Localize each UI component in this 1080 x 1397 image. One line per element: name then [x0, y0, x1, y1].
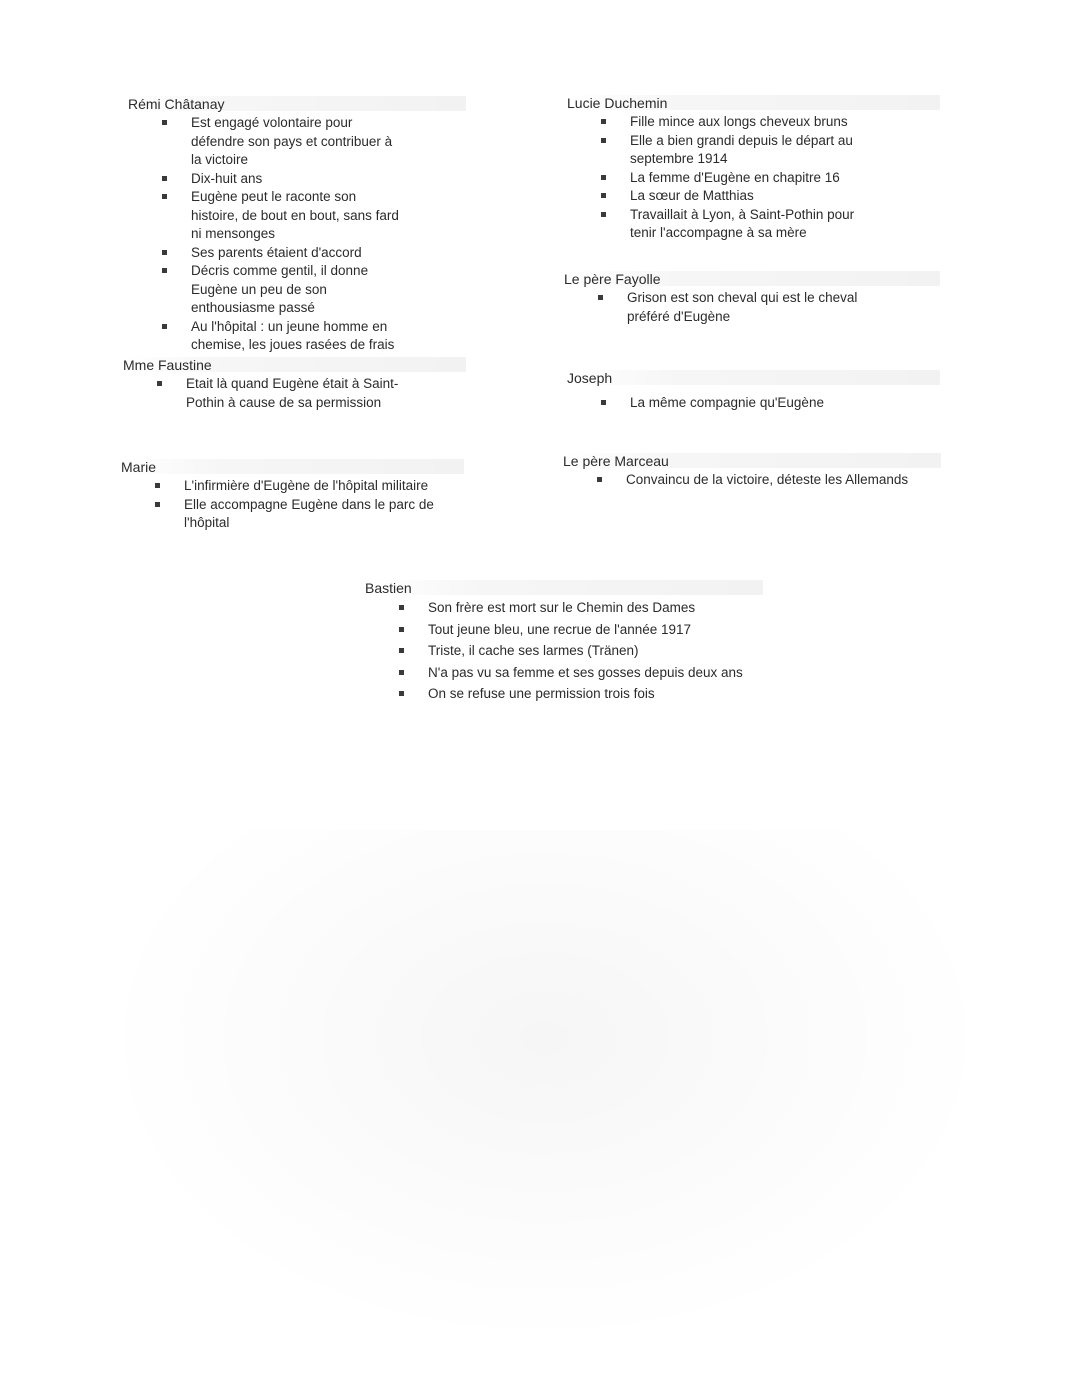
- bullet-icon: [155, 483, 160, 488]
- trait-item: Au l'hôpital : un jeune homme en chemise, les joues rasées de frais: [126, 318, 401, 355]
- bullet-icon: [162, 268, 167, 273]
- bullet-icon: [601, 400, 606, 405]
- character-name: Mme Faustine: [121, 355, 466, 375]
- trait-item: Elle accompagne Eugène dans le parc de l'hôpital: [119, 496, 454, 533]
- bullet-icon: [399, 691, 404, 696]
- trait-item: Eugène peut le raconte son histoire, de bout en bout, sans fard ni mensonges: [126, 188, 401, 244]
- trait-item: La femme d'Eugène en chapitre 16: [565, 169, 860, 188]
- trait-item: Est engagé volontaire pour défendre son pays et contribuer à la victoire: [126, 114, 401, 170]
- bullet-icon: [399, 605, 404, 610]
- trait-item: Grison est son cheval qui est le cheval préféré d'Eugène: [562, 289, 867, 326]
- bullet-icon: [601, 193, 606, 198]
- trait-list: [565, 113, 940, 243]
- character-name: Rémi Châtanay: [126, 94, 466, 114]
- bullet-icon: [162, 324, 167, 329]
- character-lucie-duchemin: [565, 93, 940, 243]
- trait-list: [126, 114, 466, 355]
- character-name: Le père Marceau: [561, 451, 941, 471]
- bullet-icon: [162, 194, 167, 199]
- trait-item: Elle a bien grandi depuis le départ au septembre 1914: [565, 132, 860, 169]
- trait-list: [119, 477, 464, 533]
- trait-item: Dix-huit ans: [126, 170, 401, 189]
- trait-item: La sœur de Matthias: [565, 187, 860, 206]
- trait-item: Convaincu de la victoire, déteste les Allemands: [561, 471, 986, 490]
- bullet-icon: [157, 381, 162, 386]
- scan-shading: [95, 830, 995, 1350]
- trait-list: [363, 597, 763, 705]
- bullet-icon: [601, 212, 606, 217]
- trait-list: [561, 471, 941, 490]
- character-name: Lucie Duchemin: [565, 93, 940, 113]
- character-name: Bastien: [363, 578, 763, 598]
- trait-item: Tout jeune bleu, une recrue de l'année 1917: [363, 619, 818, 641]
- character-pere-fayolle: [562, 269, 940, 326]
- character-pere-marceau: [561, 451, 941, 490]
- trait-item: Ses parents étaient d'accord: [126, 244, 401, 263]
- trait-list: [565, 394, 940, 413]
- bullet-icon: [399, 670, 404, 675]
- bullet-icon: [162, 176, 167, 181]
- character-name: Le père Fayolle: [562, 269, 940, 289]
- trait-item: Etait là quand Eugène était à Saint-Pothin à cause de sa permission: [121, 375, 406, 412]
- bullet-icon: [601, 175, 606, 180]
- trait-item: Décris comme gentil, il donne Eugène un peu de son enthousiasme passé: [126, 262, 401, 318]
- bullet-icon: [598, 295, 603, 300]
- bullet-icon: [399, 627, 404, 632]
- trait-list: [562, 289, 940, 326]
- trait-item: Son frère est mort sur le Chemin des Dames: [363, 597, 818, 619]
- bullet-icon: [399, 648, 404, 653]
- trait-item: Fille mince aux longs cheveux bruns: [565, 113, 860, 132]
- trait-item: N'a pas vu sa femme et ses gosses depuis deux ans: [363, 662, 818, 684]
- trait-item: Triste, il cache ses larmes (Tränen): [363, 640, 818, 662]
- bullet-icon: [162, 250, 167, 255]
- character-marie: [119, 457, 464, 533]
- trait-list: [121, 375, 466, 412]
- bullet-icon: [155, 502, 160, 507]
- trait-item: On se refuse une permission trois fois: [363, 683, 818, 705]
- character-name: Joseph: [565, 368, 940, 388]
- trait-item: La même compagnie qu'Eugène: [565, 394, 930, 413]
- character-remi-chatanay: [126, 94, 466, 355]
- trait-item: Travaillait à Lyon, à Saint-Pothin pour tenir l'accompagne à sa mère: [565, 206, 860, 243]
- bullet-icon: [597, 477, 602, 482]
- character-name: Marie: [119, 457, 464, 477]
- trait-item: L'infirmière d'Eugène de l'hôpital militaire: [119, 477, 454, 496]
- bullet-icon: [162, 120, 167, 125]
- bullet-icon: [601, 119, 606, 124]
- character-joseph: [565, 368, 940, 413]
- character-mme-faustine: [121, 355, 466, 412]
- bullet-icon: [601, 138, 606, 143]
- character-bastien: [363, 578, 763, 705]
